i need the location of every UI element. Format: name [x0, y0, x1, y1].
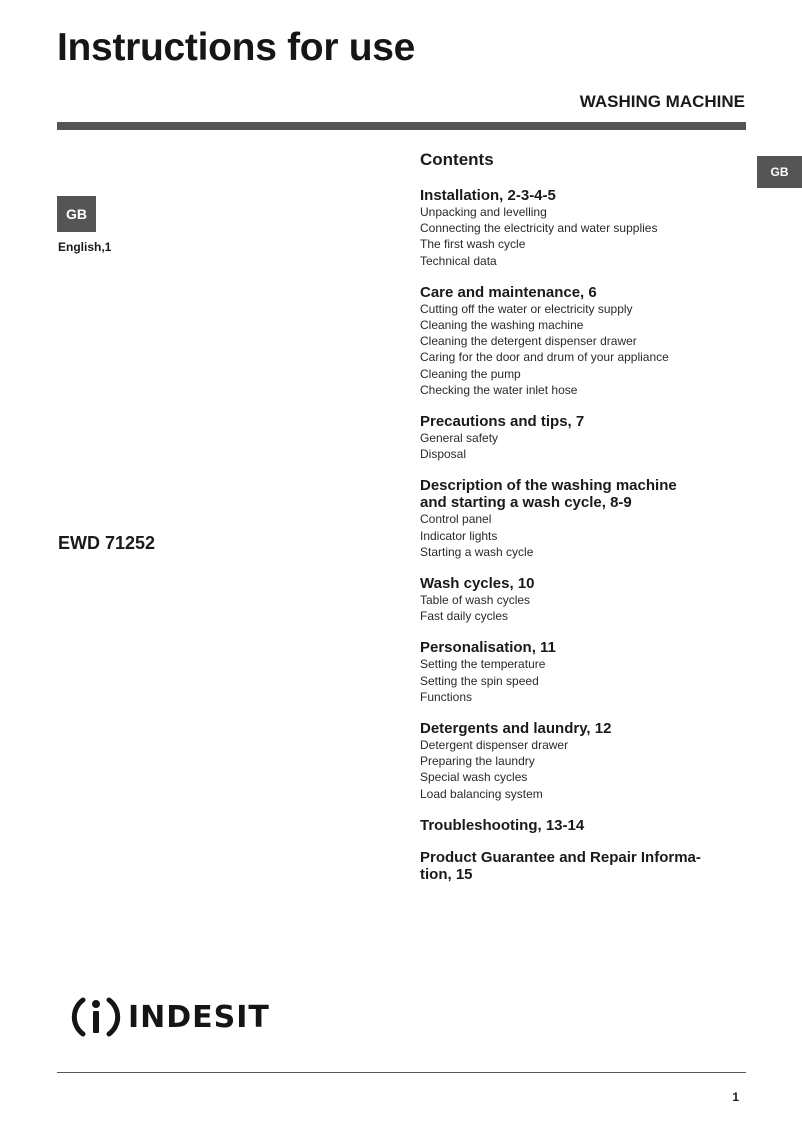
- indesit-logo-icon: [70, 992, 122, 1042]
- contents-section: [420, 477, 750, 560]
- section-title[interactable]: Installation, 2-3-4-5: [420, 187, 556, 204]
- section-item[interactable]: Indicator lights: [420, 528, 498, 543]
- language-link[interactable]: English,1: [58, 240, 112, 254]
- section-title[interactable]: Precautions and tips, 7: [420, 413, 585, 431]
- section-item[interactable]: Caring for the door and drum of your appliance: [420, 350, 669, 365]
- section-item[interactable]: Setting the spin speed: [420, 673, 539, 688]
- contents-title: Contents: [420, 150, 494, 169]
- section-item[interactable]: Cleaning the pump: [420, 366, 521, 381]
- brand-name: INDESIT: [128, 999, 270, 1035]
- section-item[interactable]: Cutting off the water or electricity supply: [420, 301, 633, 316]
- section-title[interactable]: Wash cycles, 10: [420, 575, 535, 593]
- section-item[interactable]: Technical data: [420, 253, 497, 268]
- table-of-contents: [420, 150, 750, 898]
- footer-rule: [57, 1072, 746, 1073]
- section-item[interactable]: Control panel: [420, 512, 492, 527]
- brand-logo: [70, 992, 270, 1042]
- contents-section: [420, 639, 750, 705]
- section-item[interactable]: Starting a wash cycle: [420, 544, 534, 559]
- contents-section: [420, 284, 750, 398]
- language-tab-badge[interactable]: GB: [757, 156, 802, 188]
- contents-section: [420, 720, 750, 802]
- section-title[interactable]: Description of the washing machine and starting a wash cycle, 8-9: [420, 477, 677, 512]
- section-item[interactable]: Setting the temperature: [420, 657, 546, 672]
- section-item[interactable]: Checking the water inlet hose: [420, 382, 578, 397]
- section-title[interactable]: Product Guarantee and Repair Informa- tion, 15: [420, 848, 701, 883]
- section-item[interactable]: The first wash cycle: [420, 237, 526, 252]
- contents-section: [420, 849, 750, 883]
- section-item[interactable]: Special wash cycles: [420, 770, 528, 785]
- section-item[interactable]: Cleaning the washing machine: [420, 318, 584, 333]
- section-item[interactable]: Load balancing system: [420, 786, 543, 801]
- section-item[interactable]: Functions: [420, 689, 473, 704]
- section-item[interactable]: Unpacking and levelling: [420, 205, 547, 219]
- header-rule: [57, 122, 746, 130]
- document-subtitle: WASHING MACHINE: [579, 92, 745, 111]
- section-item[interactable]: Disposal: [420, 447, 467, 462]
- contents-section: [420, 413, 750, 462]
- contents-sections: [420, 187, 750, 883]
- model-number: EWD 71252: [58, 533, 156, 553]
- contents-section: [420, 187, 750, 269]
- section-title[interactable]: Troubleshooting, 13-14: [420, 816, 585, 834]
- section-item[interactable]: General safety: [420, 431, 499, 446]
- page-number: 1: [732, 1090, 739, 1104]
- language-badge: GB: [57, 196, 96, 232]
- contents-section: [420, 575, 750, 624]
- section-title[interactable]: Care and maintenance, 6: [420, 283, 597, 301]
- document-title: Instructions for use: [57, 26, 416, 69]
- section-title[interactable]: Detergents and laundry, 12: [420, 720, 612, 738]
- section-item[interactable]: Preparing the laundry: [420, 754, 535, 769]
- section-item[interactable]: Cleaning the detergent dispenser drawer: [420, 334, 637, 349]
- section-item[interactable]: Fast daily cycles: [420, 609, 509, 624]
- section-item[interactable]: Connecting the electricity and water supplies: [420, 221, 658, 236]
- section-item[interactable]: Detergent dispenser drawer: [420, 738, 569, 753]
- section-title[interactable]: Personalisation, 11: [420, 639, 556, 657]
- contents-section: [420, 817, 750, 834]
- section-item[interactable]: Table of wash cycles: [420, 593, 531, 608]
